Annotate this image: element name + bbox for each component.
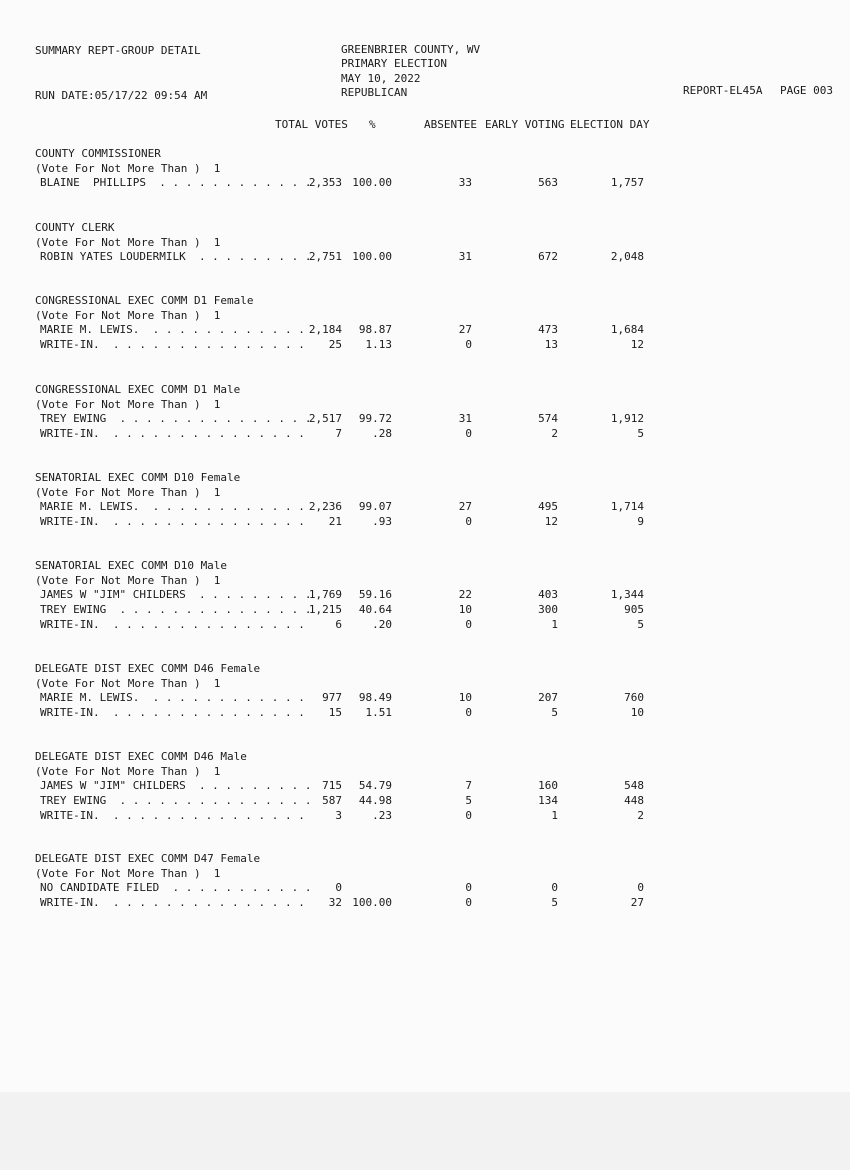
percent: 100.00: [352, 176, 392, 189]
candidate-name: WRITE-IN. . . . . . . . . . . . . . . .: [40, 338, 305, 351]
total-votes: 7: [335, 427, 342, 440]
percent: 100.00: [352, 896, 392, 909]
candidate-row: [0, 779, 850, 793]
absentee-votes: 31: [458, 412, 472, 425]
early-votes: 574: [538, 412, 558, 425]
total-votes: 1,769: [308, 588, 342, 601]
election-day-votes: 10: [630, 706, 644, 719]
percent: 98.87: [358, 323, 392, 336]
candidate-row: [0, 603, 850, 617]
total-votes: 2,236: [308, 500, 342, 513]
absentee-votes: 0: [465, 618, 472, 631]
absentee-votes: 0: [465, 515, 472, 528]
early-votes: 1: [551, 618, 558, 631]
party-name: REPUBLICAN: [341, 86, 408, 99]
county-name: GREENBRIER COUNTY, WV: [341, 43, 481, 56]
percent: 54.79: [358, 779, 392, 792]
candidate-row: [0, 618, 850, 632]
race-title: COUNTY COMMISSIONER: [35, 147, 161, 160]
candidate-row: [0, 176, 850, 190]
absentee-votes: 22: [458, 588, 472, 601]
election-day-votes: 448: [624, 794, 644, 807]
early-votes: 5: [551, 706, 558, 719]
election-day-votes: 2,048: [610, 250, 644, 263]
percent: 99.72: [358, 412, 392, 425]
race-vote-for: (Vote For Not More Than ) 1: [35, 765, 221, 778]
candidate-name: TREY EWING . . . . . . . . . . . . . . .: [40, 794, 312, 807]
election-day-votes: 12: [630, 338, 644, 351]
percent: .20: [372, 618, 392, 631]
election-day-votes: 760: [624, 691, 644, 704]
early-votes: 473: [538, 323, 558, 336]
race-title: SENATORIAL EXEC COMM D10 Male: [35, 559, 228, 572]
candidate-row: [0, 427, 850, 441]
early-votes: 5: [551, 896, 558, 909]
absentee-votes: 27: [458, 500, 472, 513]
total-votes: 25: [328, 338, 342, 351]
race-vote-for: (Vote For Not More Than ) 1: [35, 867, 221, 880]
candidate-name: WRITE-IN. . . . . . . . . . . . . . . .: [40, 809, 305, 822]
election-day-votes: 1,714: [610, 500, 644, 513]
race-vote-for: (Vote For Not More Than ) 1: [35, 574, 221, 587]
total-votes: 32: [328, 896, 342, 909]
election-day-votes: 27: [630, 896, 644, 909]
total-votes: 2,517: [308, 412, 342, 425]
candidate-row: [0, 809, 850, 823]
election-day-votes: 1,757: [610, 176, 644, 189]
total-votes: 977: [322, 691, 342, 704]
election-day-votes: 5: [637, 427, 644, 440]
election-day-votes: 905: [624, 603, 644, 616]
absentee-votes: 0: [465, 881, 472, 894]
absentee-votes: 7: [465, 779, 472, 792]
percent: 59.16: [358, 588, 392, 601]
percent: .28: [372, 427, 392, 440]
total-votes: 587: [322, 794, 342, 807]
total-votes: 2,353: [308, 176, 342, 189]
candidate-row: [0, 250, 850, 264]
race-title: DELEGATE DIST EXEC COMM D46 Female: [35, 662, 261, 675]
percent: 98.49: [358, 691, 392, 704]
candidate-row: [0, 896, 850, 910]
candidate-name: JAMES W "JIM" CHILDERS . . . . . . . . .: [40, 779, 312, 792]
early-votes: 160: [538, 779, 558, 792]
election-day-votes: 2: [637, 809, 644, 822]
candidate-row: [0, 323, 850, 337]
early-votes: 13: [544, 338, 558, 351]
early-votes: 300: [538, 603, 558, 616]
race-vote-for: (Vote For Not More Than ) 1: [35, 162, 221, 175]
race-vote-for: (Vote For Not More Than ) 1: [35, 236, 221, 249]
election-day-votes: 548: [624, 779, 644, 792]
absentee-votes: 10: [458, 691, 472, 704]
early-votes: 207: [538, 691, 558, 704]
candidate-row: [0, 691, 850, 705]
candidate-name: BLAINE PHILLIPS . . . . . . . . . . . .: [40, 176, 312, 189]
candidate-row: [0, 706, 850, 720]
run-date: RUN DATE:05/17/22 09:54 AM: [35, 89, 208, 102]
report-title: SUMMARY REPT-GROUP DETAIL: [35, 44, 201, 57]
race-vote-for: (Vote For Not More Than ) 1: [35, 398, 221, 411]
candidate-name: TREY EWING . . . . . . . . . . . . . . .: [40, 603, 312, 616]
early-votes: 2: [551, 427, 558, 440]
absentee-votes: 0: [465, 427, 472, 440]
absentee-votes: 0: [465, 809, 472, 822]
percent: .93: [372, 515, 392, 528]
election-name: PRIMARY ELECTION: [341, 57, 447, 70]
candidate-name: WRITE-IN. . . . . . . . . . . . . . . .: [40, 618, 305, 631]
candidate-row: [0, 338, 850, 352]
col-total-votes: TOTAL VOTES: [275, 118, 348, 131]
col-early-voting: EARLY VOTING: [485, 118, 565, 131]
absentee-votes: 0: [465, 706, 472, 719]
early-votes: 12: [544, 515, 558, 528]
race-title: DELEGATE DIST EXEC COMM D47 Female: [35, 852, 261, 865]
race-title: DELEGATE DIST EXEC COMM D46 Male: [35, 750, 247, 763]
race-vote-for: (Vote For Not More Than ) 1: [35, 486, 221, 499]
total-votes: 6: [335, 618, 342, 631]
candidate-name: MARIE M. LEWIS. . . . . . . . . . . . .: [40, 691, 305, 704]
col-percent: %: [369, 118, 376, 131]
candidate-name: TREY EWING . . . . . . . . . . . . . . .: [40, 412, 312, 425]
race-vote-for: (Vote For Not More Than ) 1: [35, 677, 221, 690]
percent: 40.64: [358, 603, 392, 616]
candidate-row: [0, 412, 850, 426]
candidate-row: [0, 794, 850, 808]
percent: 100.00: [352, 250, 392, 263]
election-day-votes: 1,912: [610, 412, 644, 425]
early-votes: 495: [538, 500, 558, 513]
early-votes: 134: [538, 794, 558, 807]
col-election-day: ELECTION DAY: [570, 118, 650, 131]
race-title: CONGRESSIONAL EXEC COMM D1 Male: [35, 383, 241, 396]
early-votes: 0: [551, 881, 558, 894]
election-day-votes: 9: [637, 515, 644, 528]
absentee-votes: 33: [458, 176, 472, 189]
percent: 44.98: [358, 794, 392, 807]
candidate-name: WRITE-IN. . . . . . . . . . . . . . . .: [40, 515, 305, 528]
percent: 1.51: [365, 706, 392, 719]
total-votes: 21: [328, 515, 342, 528]
candidate-name: WRITE-IN. . . . . . . . . . . . . . . .: [40, 427, 305, 440]
page-number: PAGE 003: [780, 84, 833, 97]
candidate-row: [0, 881, 850, 895]
percent: 1.13: [365, 338, 392, 351]
race-title: CONGRESSIONAL EXEC COMM D1 Female: [35, 294, 254, 307]
race-vote-for: (Vote For Not More Than ) 1: [35, 309, 221, 322]
candidate-name: MARIE M. LEWIS. . . . . . . . . . . . .: [40, 500, 305, 513]
absentee-votes: 31: [458, 250, 472, 263]
early-votes: 1: [551, 809, 558, 822]
election-day-votes: 1,344: [610, 588, 644, 601]
absentee-votes: 0: [465, 896, 472, 909]
race-title: COUNTY CLERK: [35, 221, 115, 234]
total-votes: 715: [322, 779, 342, 792]
candidate-row: [0, 588, 850, 602]
absentee-votes: 0: [465, 338, 472, 351]
race-title: SENATORIAL EXEC COMM D10 Female: [35, 471, 241, 484]
candidate-name: JAMES W "JIM" CHILDERS . . . . . . . . .: [40, 588, 312, 601]
absentee-votes: 10: [458, 603, 472, 616]
col-absentee: ABSENTEE: [424, 118, 477, 131]
early-votes: 563: [538, 176, 558, 189]
election-date: MAY 10, 2022: [341, 72, 421, 85]
total-votes: 2,751: [308, 250, 342, 263]
total-votes: 1,215: [308, 603, 342, 616]
election-day-votes: 5: [637, 618, 644, 631]
candidate-name: NO CANDIDATE FILED . . . . . . . . . . .: [40, 881, 312, 894]
percent: .23: [372, 809, 392, 822]
report-id: REPORT-EL45A: [683, 84, 763, 97]
total-votes: 2,184: [308, 323, 342, 336]
candidate-name: WRITE-IN. . . . . . . . . . . . . . . .: [40, 896, 305, 909]
absentee-votes: 5: [465, 794, 472, 807]
absentee-votes: 27: [458, 323, 472, 336]
early-votes: 403: [538, 588, 558, 601]
election-day-votes: 0: [637, 881, 644, 894]
candidate-row: [0, 500, 850, 514]
candidate-row: [0, 515, 850, 529]
percent: 99.07: [358, 500, 392, 513]
election-day-votes: 1,684: [610, 323, 644, 336]
page-bottom-margin: [0, 1092, 850, 1170]
total-votes: 0: [335, 881, 342, 894]
candidate-name: ROBIN YATES LOUDERMILK . . . . . . . . .: [40, 250, 312, 263]
total-votes: 15: [328, 706, 342, 719]
candidate-name: WRITE-IN. . . . . . . . . . . . . . . .: [40, 706, 305, 719]
total-votes: 3: [335, 809, 342, 822]
early-votes: 672: [538, 250, 558, 263]
candidate-name: MARIE M. LEWIS. . . . . . . . . . . . .: [40, 323, 305, 336]
